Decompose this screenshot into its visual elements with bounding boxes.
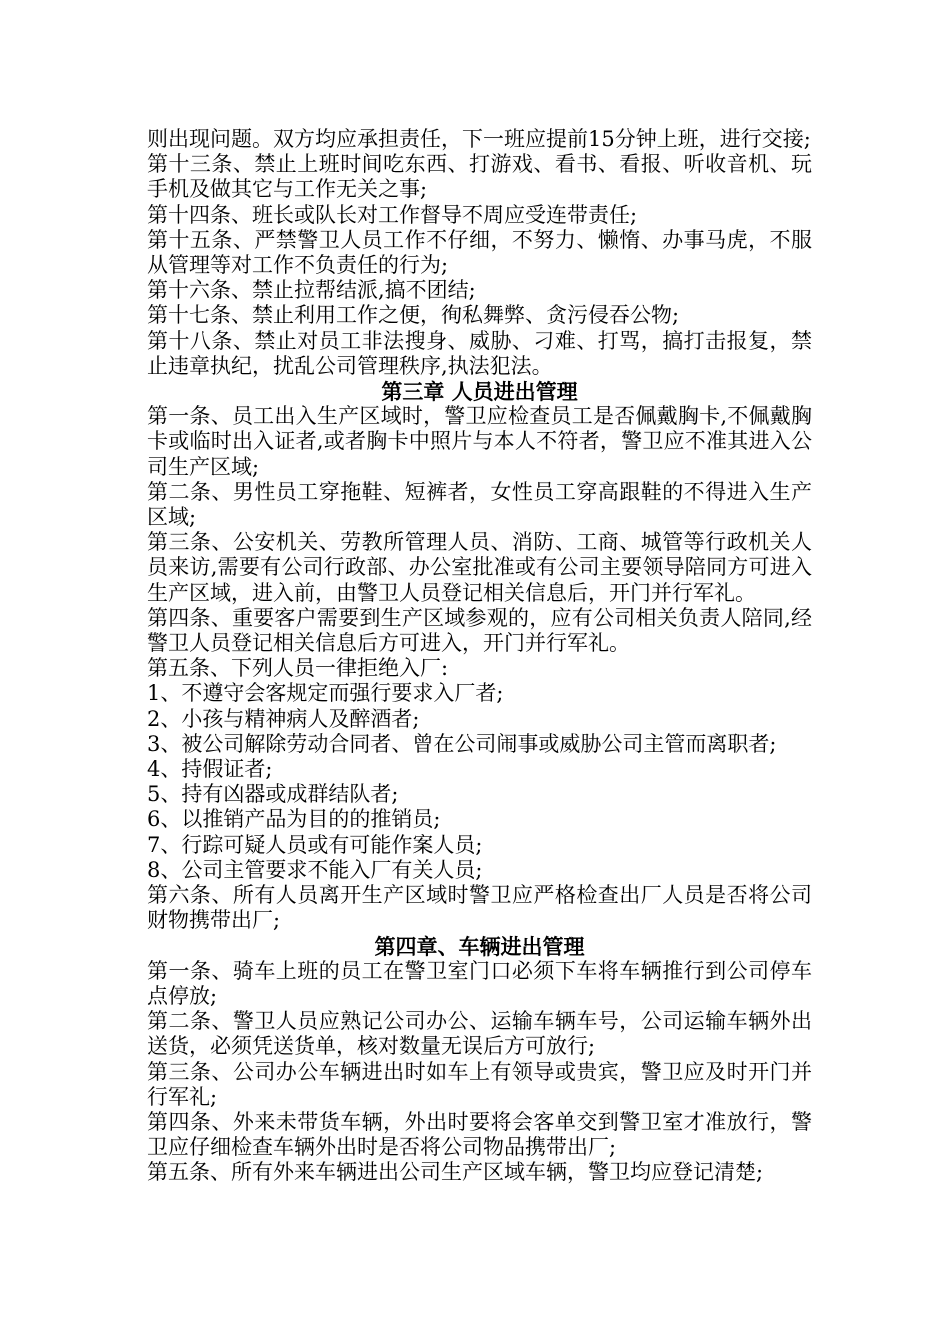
clause-paragraph: 第四条、重要客户需要到生产区域参观的，应有公司相关负责人陪同,经警卫人员登记相关信息后方可进入，开门并行军礼。 xyxy=(147,605,812,656)
clause-paragraph: 第四条、外来未带货车辆，外出时要将会客单交到警卫室才准放行，警卫应仔细检查车辆外出时是否将公司物品携带出厂; xyxy=(147,1109,812,1160)
clause-paragraph: 则出现问题。双方均应承担责任，下一班应提前15分钟上班，进行交接; xyxy=(147,127,811,151)
list-item: 2、小孩与精神病人及醉酒者; xyxy=(147,706,420,731)
clause-paragraph: 第三条、公司办公车辆进出时如车上有领导或贵宾，警卫应及时开门并行军礼; xyxy=(147,1059,812,1109)
list-item: 4、持假证者; xyxy=(147,757,273,782)
document-page xyxy=(147,127,812,1186)
clause-paragraph: 第十八条、禁止对员工非法搜身、威胁、刁难、打骂，搞打击报复，禁止违章执纪，扰乱公司管理秩序,执法犯法。 xyxy=(147,328,812,378)
chapter-heading: 第三章 人员进出管理 xyxy=(381,379,578,405)
clause-paragraph: 第五条、所有外来车辆进出公司生产区域车辆，警卫均应登记清楚; xyxy=(147,1160,764,1185)
list-item: 7、行踪可疑人员或有可能作案人员; xyxy=(147,832,483,857)
list-item: 5、持有凶器或成群结队者; xyxy=(147,782,399,807)
clause-paragraph: 第十四条、班长或队长对工作督导不周应受连带责任; xyxy=(147,202,638,227)
clause-paragraph: 第三条、公安机关、劳教所管理人员、消防、工商、城管等行政机关人员来访,需要有公司行政部、办公室批准或有公司主要领导陪同方可进入生产区域，进入前，由警卫人员登记相关信息后，开门并行军礼。 xyxy=(147,530,812,605)
clause-paragraph: 第十七条、禁止利用工作之便，徇私舞弊、贪污侵吞公物; xyxy=(147,303,680,328)
list-item: 6、以推销产品为目的的推销员; xyxy=(147,807,441,832)
clause-paragraph: 第六条、所有人员离开生产区域时警卫应严格检查出厂人员是否将公司财物携带出厂; xyxy=(147,883,812,933)
clause-paragraph: 第十五条、严禁警卫人员工作不仔细，不努力、懒惰、办事马虎，不服从管理等对工作不负责任的行为; xyxy=(147,227,812,278)
list-item: 1、不遵守会客规定而强行要求入厂者; xyxy=(147,681,504,706)
chapter-heading: 第四章、车辆进出管理 xyxy=(374,933,585,959)
clause-paragraph: 第二条、警卫人员应熟记公司办公、运输车辆车号，公司运输车辆外出送货，必须凭送货单，核对数量无误后方可放行; xyxy=(147,1009,812,1059)
clause-paragraph: 第一条、员工出入生产区域时，警卫应检查员工是否佩戴胸卡,不佩戴胸卡或临时出入证者,或者胸卡中照片与本人不符者，警卫应不准其进入公司生产区域; xyxy=(147,404,812,479)
clause-paragraph: 第二条、男性员工穿拖鞋、短裤者，女性员工穿高跟鞋的不得进入生产区域; xyxy=(147,479,812,530)
clause-paragraph: 第十三条、禁止上班时间吃东西、打游戏、看书、看报、听收音机、玩手机及做其它与工作无关之事; xyxy=(147,152,812,202)
list-item: 8、公司主管要求不能入厂有关人员; xyxy=(147,857,483,882)
list-item: 3、被公司解除劳动合同者、曾在公司闹事或威胁公司主管而离职者; xyxy=(147,731,777,756)
clause-paragraph: 第十六条、禁止拉帮结派,搞不团结; xyxy=(147,278,476,303)
clause-paragraph: 第一条、骑车上班的员工在警卫室门口必须下车将车辆推行到公司停车点停放; xyxy=(147,958,812,1008)
clause-paragraph: 第五条、下列人员一律拒绝入厂: xyxy=(147,656,449,681)
